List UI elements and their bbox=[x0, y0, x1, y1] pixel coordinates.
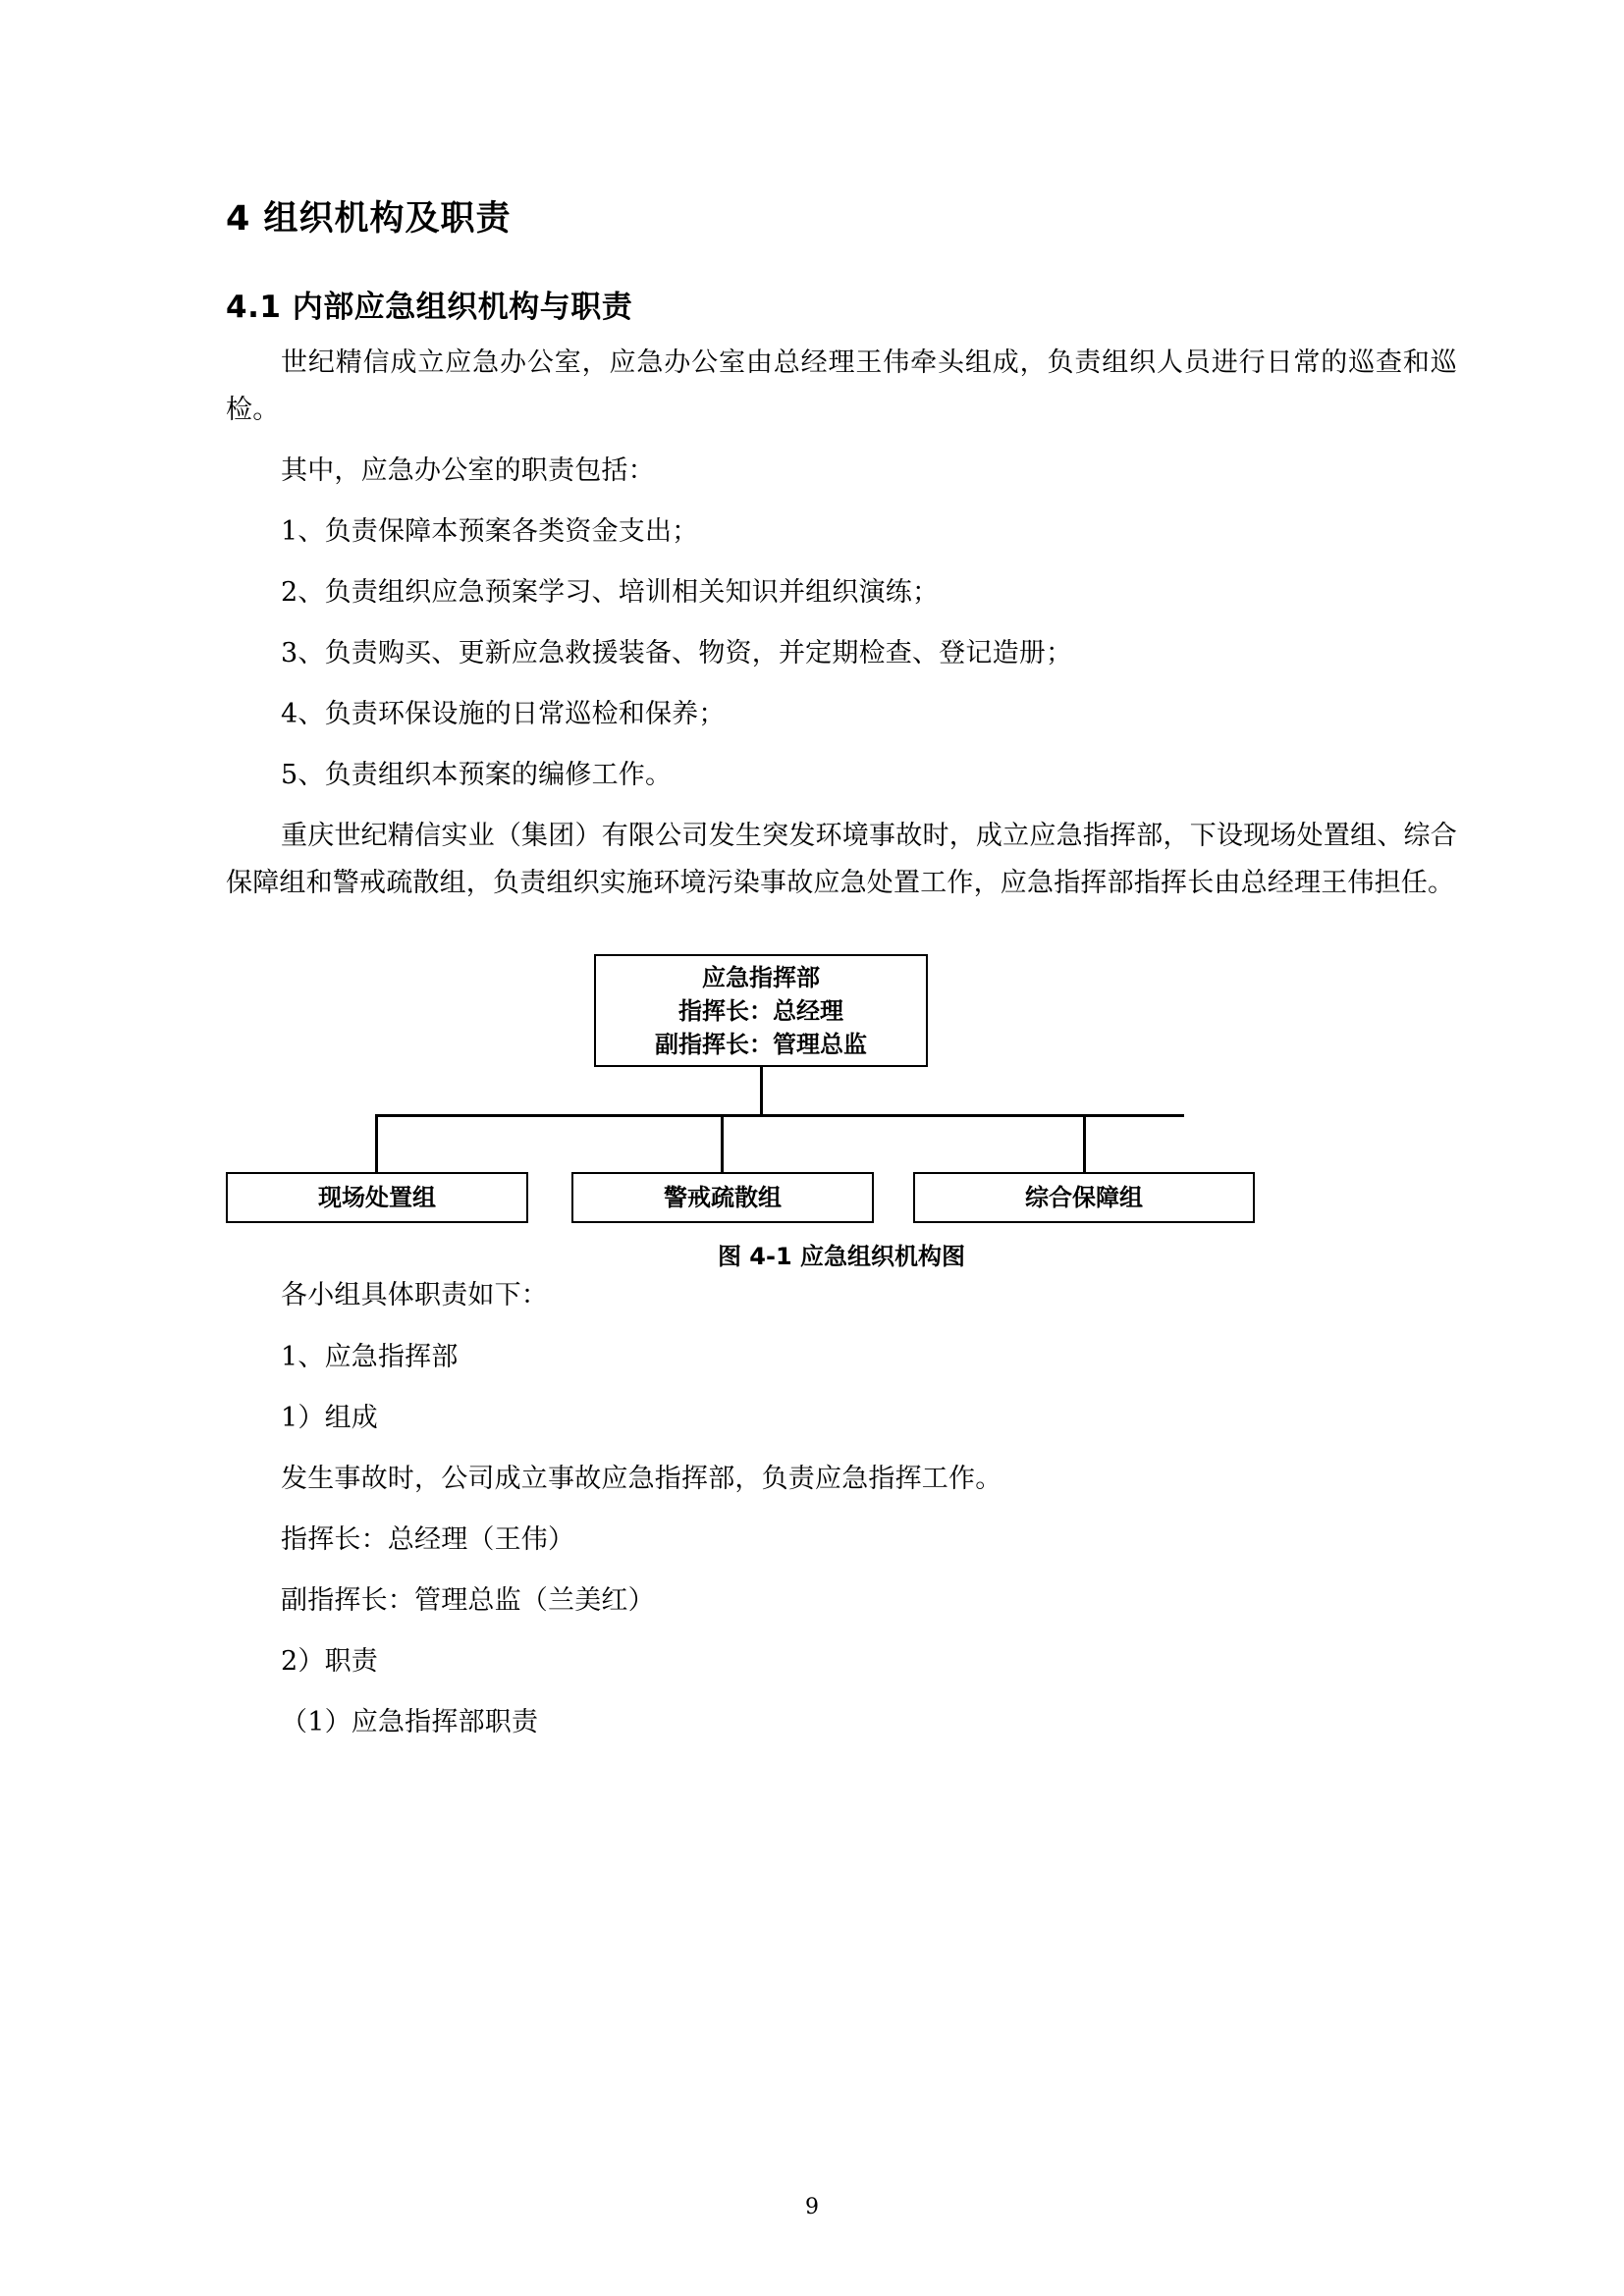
paragraph-item-composition: 1）组成 bbox=[281, 1402, 378, 1433]
paragraph-commander: 指挥长：总经理（王伟） bbox=[281, 1523, 575, 1555]
list-item-2: 2、负责组织应急预案学习、培训相关知识并组织演练； bbox=[281, 577, 940, 609]
paragraph-intro: 世纪精信成立应急办公室，应急办公室由总经理王伟牵头组成，负责组织人员进行日常的巡查和巡检。 bbox=[226, 347, 1457, 426]
org-node-command-center bbox=[594, 954, 928, 1067]
figure-caption: 图 4-1 应急组织机构图 bbox=[717, 1243, 966, 1271]
org-node-command-center-line3: 副指挥长：管理总监 bbox=[655, 1031, 867, 1058]
connector-trunk-vertical bbox=[760, 1067, 763, 1116]
org-node-comprehensive-support-group: 综合保障组 bbox=[913, 1172, 1255, 1223]
paragraph-incident-setup: 发生事故时，公司成立事故应急指挥部，负责应急指挥工作。 bbox=[281, 1463, 1002, 1494]
connector-drop-1 bbox=[375, 1114, 378, 1173]
list-item-5: 5、负责组织本预案的编修工作。 bbox=[281, 760, 673, 791]
connector-drop-3 bbox=[1083, 1114, 1086, 1173]
paragraph-item-command-center: 1、应急指挥部 bbox=[281, 1341, 459, 1372]
org-node-command-center-line1: 应急指挥部 bbox=[702, 963, 820, 991]
org-node-alert-evacuation-group: 警戒疏散组 bbox=[571, 1172, 874, 1223]
connector-drop-2 bbox=[721, 1114, 724, 1173]
paragraph-duties-lead: 其中，应急办公室的职责包括： bbox=[281, 455, 655, 487]
paragraph-item-duties: 2）职责 bbox=[281, 1645, 378, 1677]
org-node-site-disposal-group: 现场处置组 bbox=[226, 1172, 528, 1223]
page-number: 9 bbox=[805, 2195, 819, 2219]
section-heading-4-1: 4.1 内部应急组织机构与职责 bbox=[226, 290, 633, 325]
list-item-4: 4、负责环保设施的日常巡检和保养； bbox=[281, 699, 726, 730]
org-chart-figure bbox=[226, 954, 1457, 1271]
list-item-3: 3、负责购买、更新应急救援装备、物资，并定期检查、登记造册； bbox=[281, 638, 1073, 669]
org-chart bbox=[226, 954, 1457, 1219]
paragraph-item-command-center-duties: （1）应急指挥部职责 bbox=[281, 1706, 539, 1737]
org-node-command-center-line2: 指挥长：总经理 bbox=[678, 996, 843, 1025]
list-item-1: 1、负责保障本预案各类资金支出； bbox=[281, 516, 699, 548]
paragraph-deputy-commander: 副指挥长：管理总监（兰美红） bbox=[281, 1584, 655, 1616]
connector-horizontal-bus bbox=[375, 1114, 1184, 1117]
page-title: 4 组织机构及职责 bbox=[226, 199, 512, 239]
paragraph-command-structure: 重庆世纪精信实业（集团）有限公司发生突发环境事故时，成立应急指挥部，下设现场处置组、综合保障组和警戒疏散组，负责组织实施环境污染事故应急处置工作，应急指挥部指挥长由总经理王伟担任。 bbox=[226, 821, 1457, 899]
paragraph-group-duties-lead: 各小组具体职责如下： bbox=[281, 1280, 548, 1311]
